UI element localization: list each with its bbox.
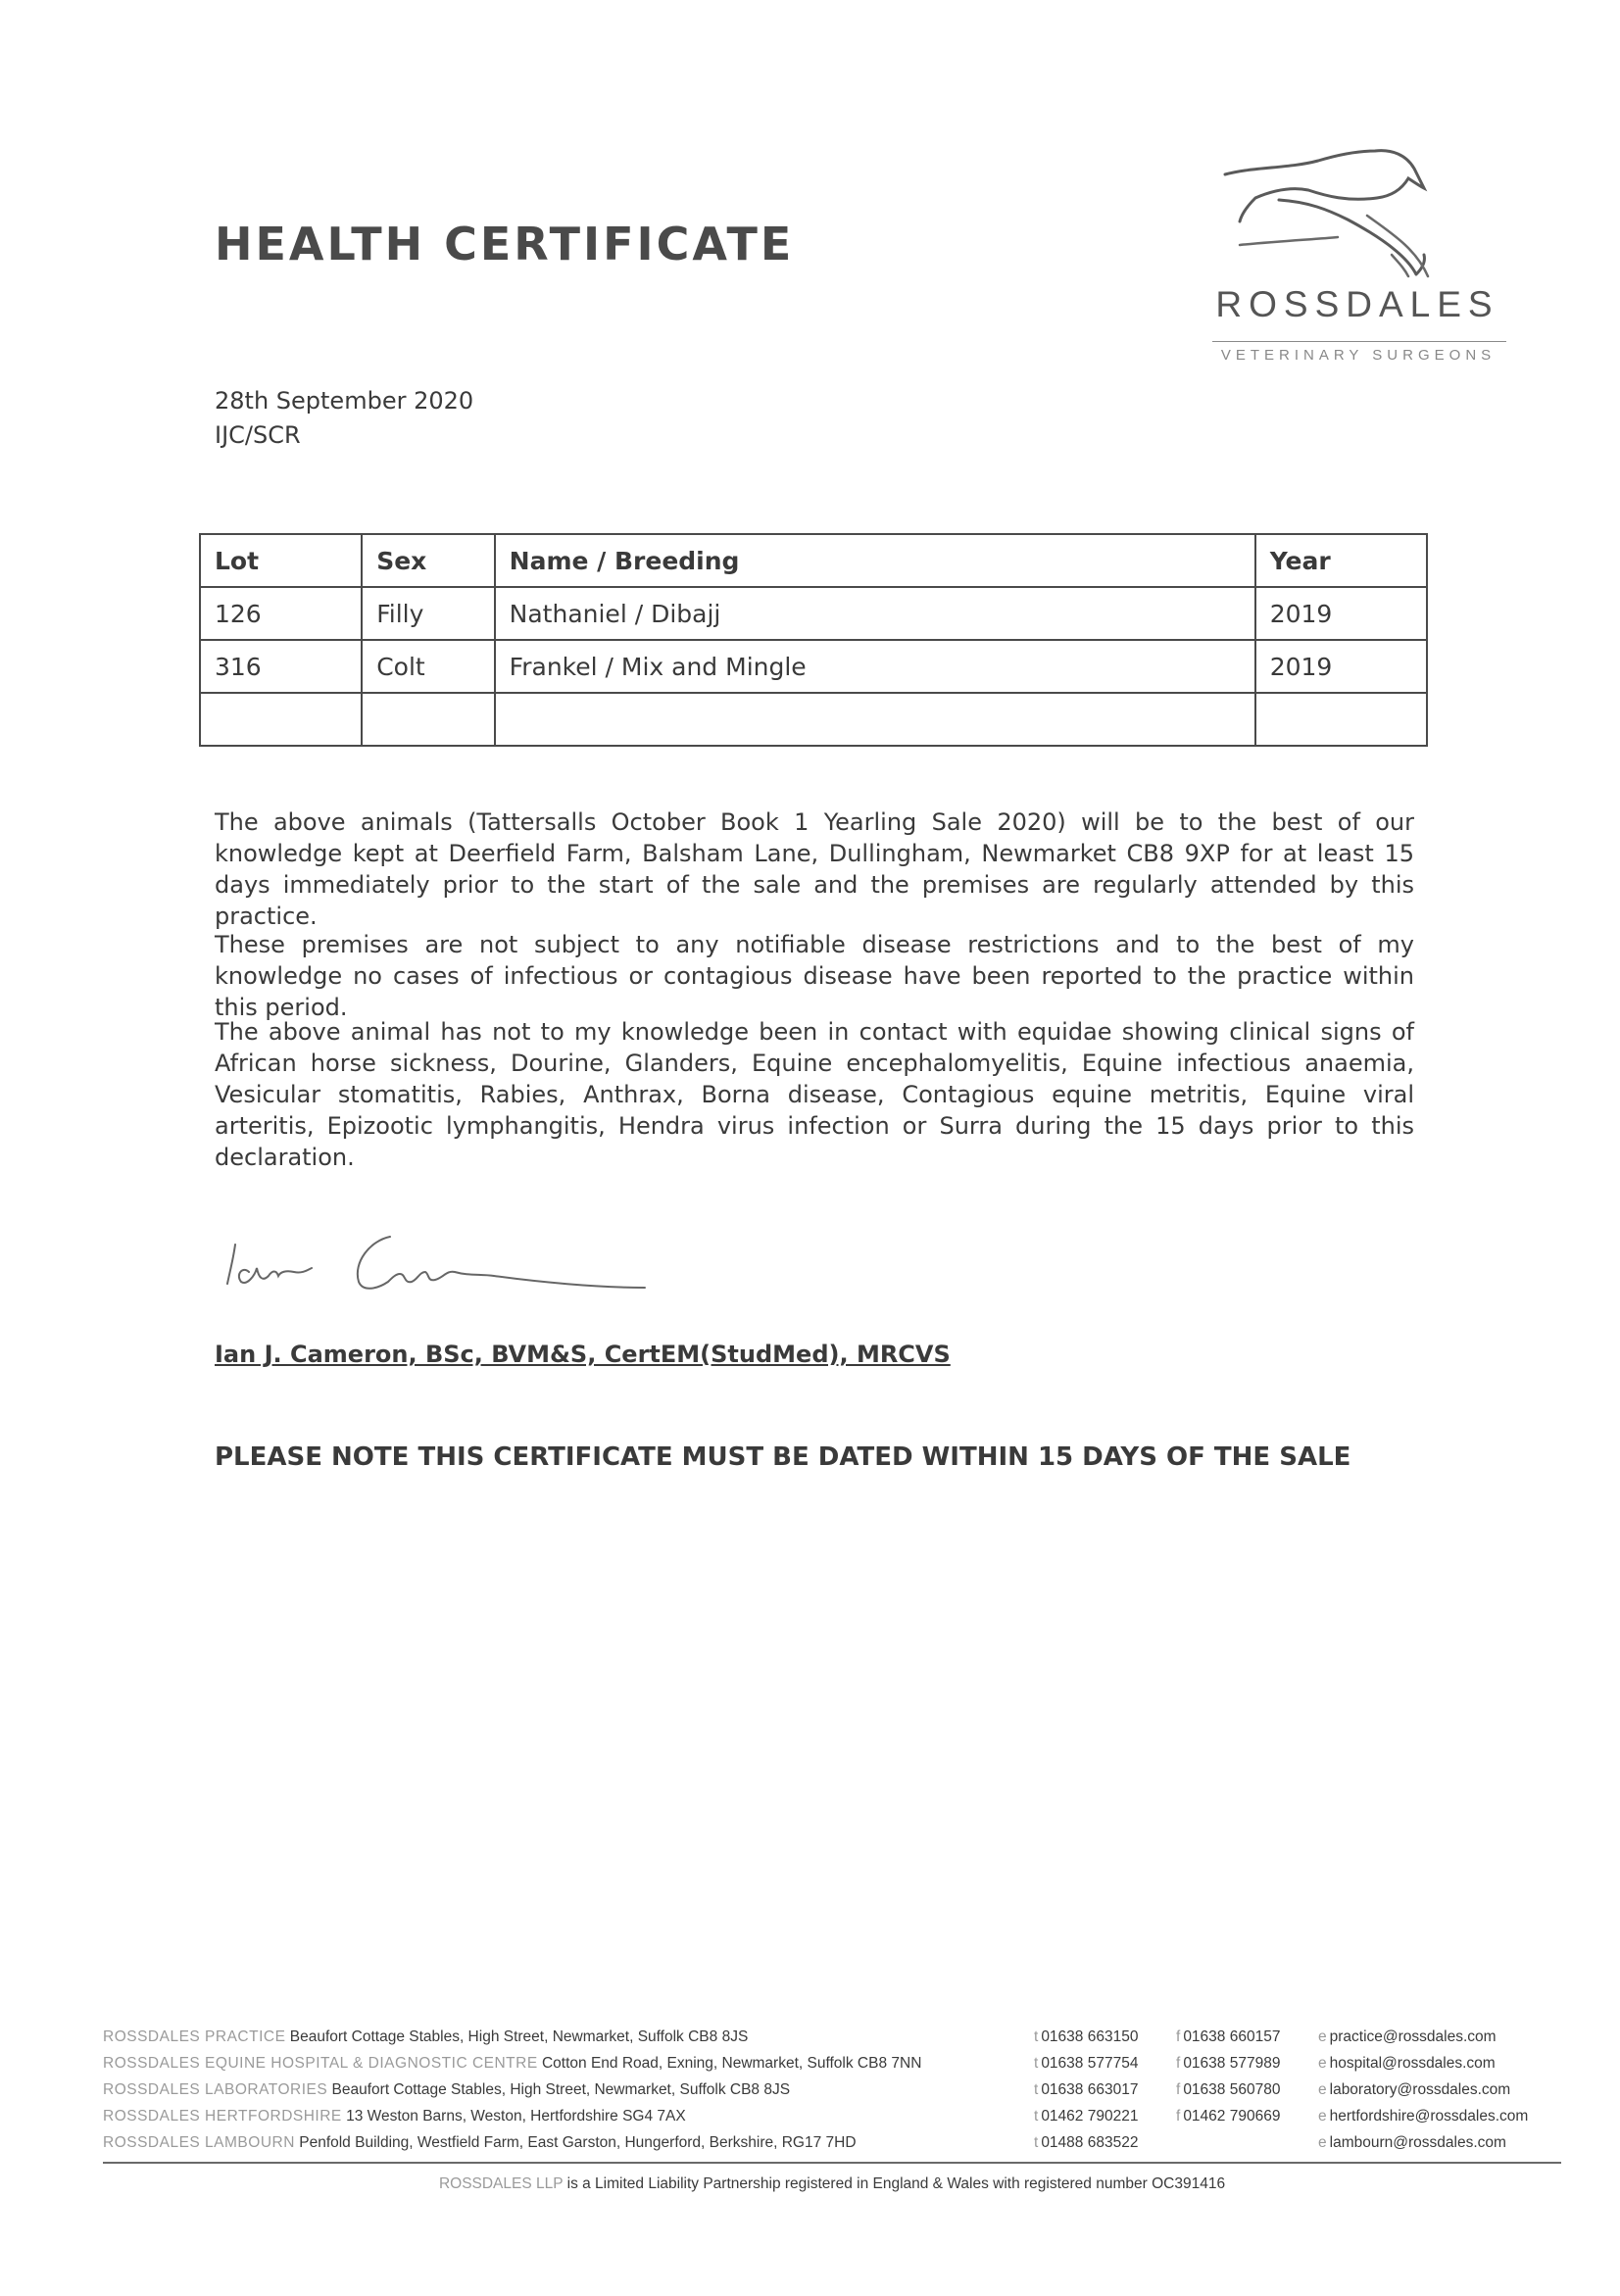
footer-address: 13 Weston Barns, Weston, Hertfordshire SG4 7AX: [346, 2108, 686, 2125]
footer-tel: 01488 683522: [1041, 2134, 1139, 2151]
footer-tel: 01638 663150: [1041, 2028, 1139, 2045]
horse-logo-icon: [1220, 147, 1485, 279]
footer-org: ROSSDALES LABORATORIES: [103, 2081, 328, 2098]
cell-sex: Colt: [362, 640, 494, 693]
fax-label: f: [1176, 2055, 1181, 2072]
header-lot: Lot: [200, 534, 362, 587]
signer-name: Ian J. Cameron, BSc, BVM&S, CertEM(StudMed), MRCVS: [215, 1341, 951, 1368]
cell-lot: 316: [200, 640, 362, 693]
logo-wordmark: ROSSDALES: [1215, 284, 1499, 324]
header-year: Year: [1255, 534, 1427, 587]
letter-date: 28th September 2020: [215, 387, 474, 415]
table-header-row: [200, 534, 1427, 587]
cell-sex: Filly: [362, 587, 494, 640]
logo-divider: [1212, 341, 1506, 342]
legal-notice: [103, 2175, 1561, 2193]
cell-year: 2019: [1255, 587, 1427, 640]
logo-subtitle: VETERINARY SURGEONS: [1220, 347, 1497, 364]
legal-text: is a Limited Liability Partnership registered in England & Wales with registered number OC391416: [566, 2175, 1226, 2192]
lots-table: [199, 533, 1428, 747]
handwritten-signature: [223, 1215, 655, 1313]
tel-label: t: [1034, 2081, 1039, 2098]
footer-row: [103, 2081, 1563, 2108]
fax-label: f: [1176, 2081, 1181, 2098]
footer-divider: [103, 2162, 1561, 2164]
footer-org: ROSSDALES PRACTICE: [103, 2028, 286, 2045]
footer-org: ROSSDALES EQUINE HOSPITAL & DIAGNOSTIC CENTRE: [103, 2055, 538, 2072]
table-row: [200, 640, 1427, 693]
header-name-breeding: Name / Breeding: [495, 534, 1255, 587]
tel-label: t: [1034, 2028, 1039, 2045]
email-label: e: [1318, 2028, 1327, 2045]
cell-year: [1255, 693, 1427, 746]
header-sex: Sex: [362, 534, 494, 587]
cell-year: 2019: [1255, 640, 1427, 693]
dating-notice: PLEASE NOTE THIS CERTIFICATE MUST BE DATED WITHIN 15 DAYS OF THE SALE: [215, 1442, 1351, 1472]
footer-email: hertfordshire@rossdales.com: [1329, 2108, 1529, 2125]
footer-contacts: [103, 2028, 1563, 2161]
email-label: e: [1318, 2055, 1327, 2072]
footer-email: lambourn@rossdales.com: [1329, 2134, 1506, 2151]
email-label: e: [1318, 2081, 1327, 2098]
footer-row: [103, 2134, 1563, 2161]
footer-address: Penfold Building, Westfield Farm, East Garston, Hungerford, Berkshire, RG17 7HD: [299, 2134, 857, 2151]
footer-org: ROSSDALES HERTFORDSHIRE: [103, 2108, 342, 2125]
tel-label: t: [1034, 2055, 1039, 2072]
cell-lot: 126: [200, 587, 362, 640]
cell-name-breeding: Frankel / Mix and Mingle: [495, 640, 1255, 693]
footer-row: [103, 2055, 1563, 2081]
fax-label: f: [1176, 2108, 1181, 2125]
cell-sex: [362, 693, 494, 746]
footer-fax: 01638 660157: [1183, 2028, 1281, 2045]
footer-address: Beaufort Cottage Stables, High Street, Newmarket, Suffolk CB8 8JS: [331, 2081, 791, 2098]
footer-org: ROSSDALES LAMBOURN: [103, 2134, 295, 2151]
rossdales-logo: [1201, 147, 1499, 372]
email-label: e: [1318, 2134, 1327, 2151]
footer-tel: 01462 790221: [1041, 2108, 1139, 2125]
body-paragraph-restrictions: These premises are not subject to any notifiable disease restrictions and to the best of my knowledge no cases of infectious or contagious disease have been reported to the practice within this period.: [215, 931, 1414, 1021]
footer-row: [103, 2028, 1563, 2055]
cell-lot: [200, 693, 362, 746]
footer-tel: 01638 577754: [1041, 2055, 1139, 2072]
footer-fax: 01638 560780: [1183, 2081, 1281, 2098]
body-paragraph-premises: The above animals (Tattersalls October Book 1 Yearling Sale 2020) will be to the best of our knowledge kept at Deerfield Farm, Balsham Lane, Dullingham, Newmarket CB8 9XP for at least 15 days immediately prior to the start of the sale and the premises are regularly attended by this practice.: [215, 808, 1414, 930]
legal-org: ROSSDALES LLP: [438, 2175, 564, 2192]
footer-email: practice@rossdales.com: [1329, 2028, 1497, 2045]
footer-fax: 01638 577989: [1183, 2055, 1281, 2072]
footer-email: hospital@rossdales.com: [1329, 2055, 1496, 2072]
table-row-empty: [200, 693, 1427, 746]
cell-name-breeding: [495, 693, 1255, 746]
footer-address: Beaufort Cottage Stables, High Street, Newmarket, Suffolk CB8 8JS: [289, 2028, 749, 2045]
body-paragraph-diseases: The above animal has not to my knowledge been in contact with equidae showing clinical signs of African horse sickness, Dourine, Glanders, Equine encephalomyelitis, Equine infectious anaemia, Vesicular stomatitis, Rabies, Anthrax, Borna disease, Contagious equine metritis, Equine viral arteritis, Epizootic lymphangitis, Hendra virus infection or Surra during the 15 days prior to this declaration.: [215, 1018, 1414, 1171]
fax-label: f: [1176, 2028, 1181, 2045]
footer-address: Cotton End Road, Exning, Newmarket, Suffolk CB8 7NN: [541, 2055, 922, 2072]
footer-tel: 01638 663017: [1041, 2081, 1139, 2098]
footer-email: laboratory@rossdales.com: [1329, 2081, 1511, 2098]
footer-fax: 01462 790669: [1183, 2108, 1281, 2125]
document-title: HEALTH CERTIFICATE: [215, 218, 795, 270]
tel-label: t: [1034, 2134, 1039, 2151]
footer-row: [103, 2108, 1563, 2134]
letter-reference: IJC/SCR: [215, 421, 301, 449]
table-row: [200, 587, 1427, 640]
tel-label: t: [1034, 2108, 1039, 2125]
email-label: e: [1318, 2108, 1327, 2125]
cell-name-breeding: Nathaniel / Dibajj: [495, 587, 1255, 640]
